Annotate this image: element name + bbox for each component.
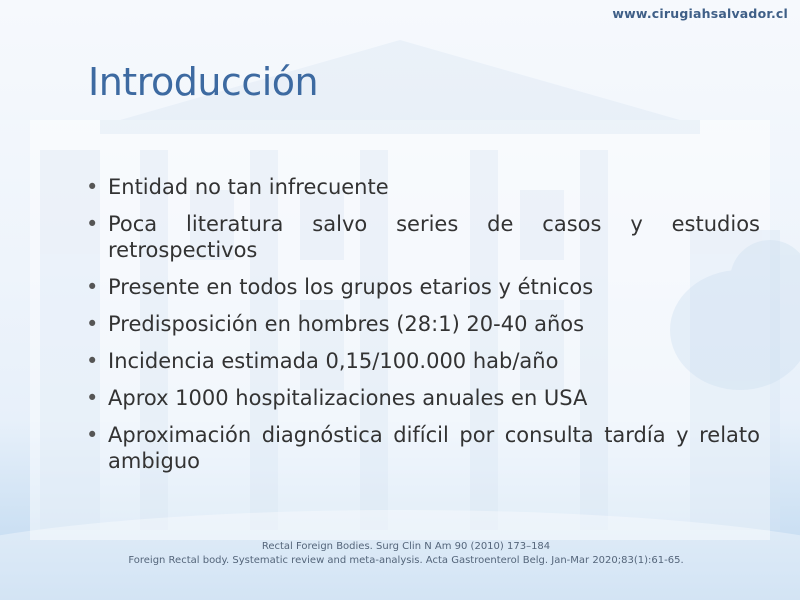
bullet-item: • Predisposición en hombres (28:1) 20-40 años [84, 311, 760, 337]
site-url: www.cirugiahsalvador.cl [612, 6, 788, 21]
references [0, 540, 800, 567]
bullet-item: • Aproximación diagnóstica difícil por consulta tardía y relato ambiguo [84, 422, 760, 474]
bullet-list [84, 174, 760, 485]
reference-line: Rectal Foreign Bodies. Surg Clin N Am 90 (2010) 173–184 [261, 541, 551, 552]
bullet-item: • Entidad no tan infrecuente [84, 174, 760, 200]
slide-title: Introducción [88, 60, 319, 104]
bullet-item: • Aprox 1000 hospitalizaciones anuales en USA [84, 385, 760, 411]
bullet-item: • Incidencia estimada 0,15/100.000 hab/año [84, 348, 760, 374]
bullet-item: • Poca literatura salvo series de casos y estudios retrospectivos [84, 211, 760, 263]
bullet-item: • Presente en todos los grupos etarios y étnicos [84, 274, 760, 300]
reference-line: Foreign Rectal body. Systematic review and meta-analysis. Acta Gastroenterol Belg. Jan-Mar 2020;83(1):61-65. [128, 554, 684, 566]
